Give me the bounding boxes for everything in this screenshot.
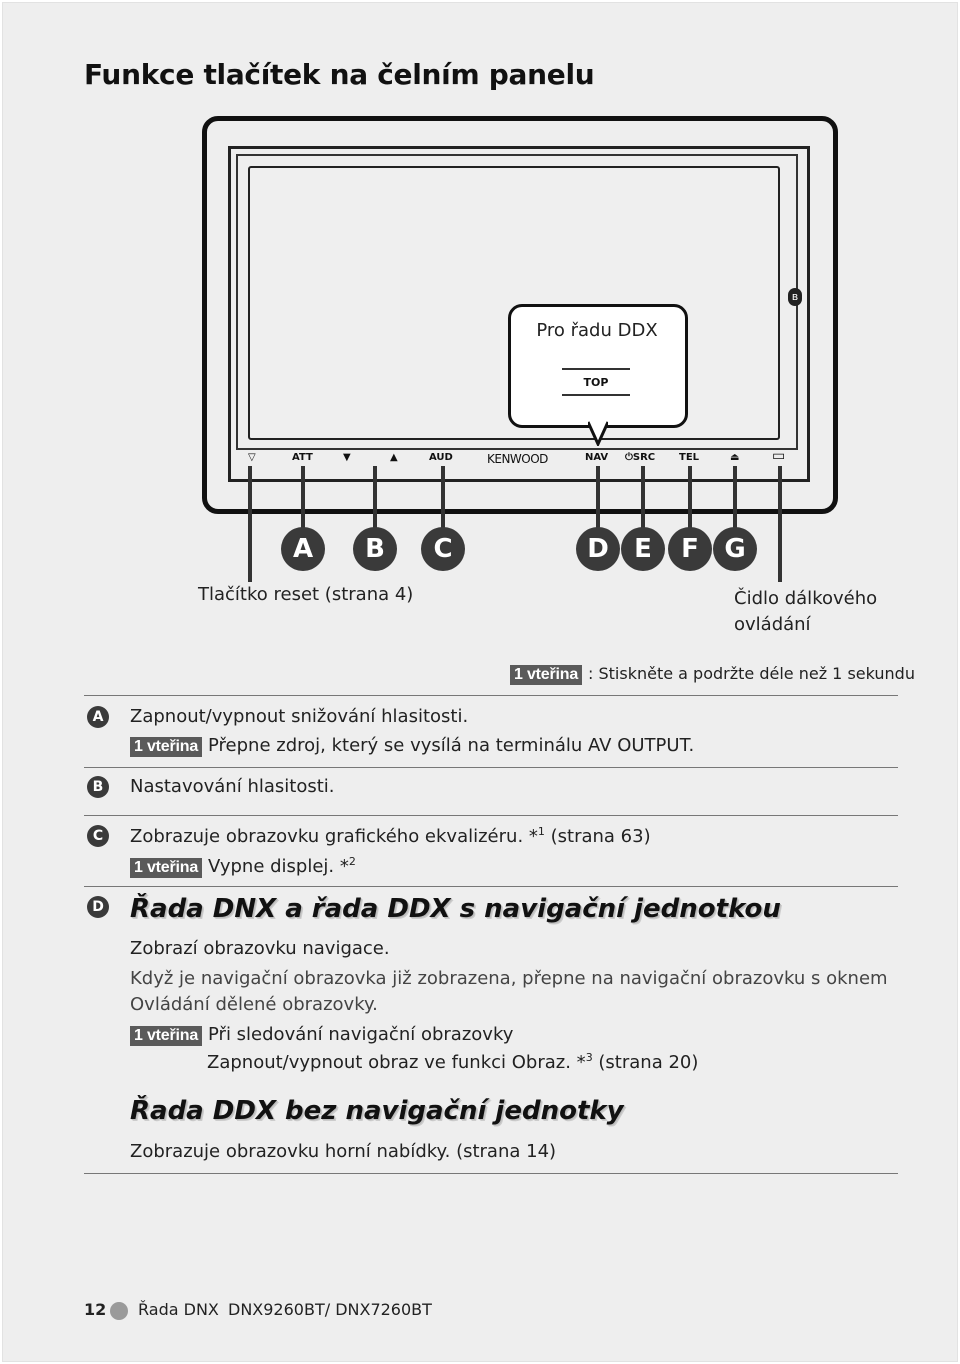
callout-label: Pro řadu DDX (536, 320, 658, 341)
section-a-line2: Přepne zdroj, který se vysílá na terminálu AV OUTPUT. (208, 735, 695, 756)
att-button-label: ATT (292, 452, 313, 463)
divider (84, 815, 898, 816)
legend-text: : Stiskněte a podržte déle než 1 sekundu (588, 664, 915, 683)
callout-divider-bottom (562, 394, 630, 396)
section-d-heading1: Řada DNX a řada DDX s navigační jednotkou (130, 894, 781, 924)
pointer-line-f (688, 466, 692, 530)
section-c-line1: Zobrazuje obrazovku grafického ekvalizéru. * (130, 826, 538, 847)
section-d-line4: Při sledování navigační obrazovky (208, 1024, 514, 1045)
top-button-label: TOP (583, 376, 609, 389)
reset-pointer-line (248, 466, 252, 582)
footer-dot-icon (110, 1302, 128, 1320)
divider (84, 886, 898, 887)
section-c-line2: Vypne displej. * (208, 856, 349, 877)
src-button-label: ⏻SRC (625, 452, 656, 463)
section-d-line2: Když je navigační obrazovka již zobrazena, přepne na navigační obrazovku s oknem (130, 968, 888, 989)
section-d-line5: Zapnout/vypnout obraz ve funkci Obraz. * (207, 1052, 586, 1073)
footer-series: Řada DNX (138, 1300, 219, 1319)
pointer-line-d (596, 466, 600, 530)
section-c-line1-tail: (strana 63) (544, 826, 651, 847)
section-d-line4-row (130, 1024, 513, 1046)
pointer-line-e (641, 466, 645, 530)
divider (84, 767, 898, 768)
pointer-line-g (733, 466, 737, 530)
section-d-heading2: Řada DDX bez navigační jednotky (130, 1096, 624, 1126)
reset-caption: Tlačítko reset (strana 4) (198, 584, 414, 605)
section-d-line3: Ovládání dělené obrazovky. (130, 994, 378, 1015)
section-d-line5-row (207, 1051, 698, 1073)
sensor-caption-line2: ovládání (734, 614, 811, 635)
nav-button-label: NAV (585, 452, 609, 463)
section-d-line5-tail: (strana 20) (592, 1052, 699, 1073)
section-a-line1: Zapnout/vypnout snižování hlasitosti. (130, 706, 469, 727)
tel-button-label: TEL (679, 452, 700, 463)
marker-a: A (281, 527, 325, 571)
pointer-line-c (441, 466, 445, 530)
section-marker-d: D (87, 896, 109, 918)
section-d-tag: 1 vteřina (130, 1026, 202, 1046)
brand-logo: KENWOOD (487, 452, 548, 466)
callout-pointer (588, 420, 608, 446)
footnote-2: 2 (348, 855, 356, 868)
section-a-line2-row (130, 735, 694, 757)
footnote-3: 3 (585, 1051, 593, 1064)
marker-b: B (353, 527, 397, 571)
pointer-line-a (301, 466, 305, 530)
divider (84, 695, 898, 696)
section-marker-b: B (87, 776, 109, 798)
divider (84, 1173, 898, 1174)
eject-icon: ⏏ (730, 452, 740, 463)
bluetooth-icon: ʙ (788, 288, 802, 306)
section-d-line6: Zobrazuje obrazovku horní nabídky. (strana 14) (130, 1141, 557, 1162)
volume-down-icon: ▼ (343, 452, 351, 463)
section-a-tag: 1 vteřina (130, 737, 202, 757)
section-c-line2-row (130, 855, 356, 878)
page-number: 12 (84, 1300, 107, 1319)
section-b-line1: Nastavování hlasitosti. (130, 776, 335, 797)
section-marker-a: A (87, 706, 109, 728)
marker-f: F (668, 527, 712, 571)
marker-e: E (621, 527, 665, 571)
marker-c: C (421, 527, 465, 571)
aud-button-label: AUD (429, 452, 453, 463)
section-c-tag: 1 vteřina (130, 858, 202, 878)
pointer-line-b (373, 466, 377, 530)
section-marker-c: C (87, 825, 109, 847)
sensor-caption-line1: Čidlo dálkového (734, 588, 878, 609)
footer-models: DNX9260BT/ DNX7260BT (228, 1300, 432, 1319)
marker-d: D (576, 527, 620, 571)
page-title: Funkce tlačítek na čelním panelu (84, 58, 595, 91)
callout-divider-top (562, 368, 630, 370)
footnote-1: 1 (537, 825, 545, 838)
reset-button-symbol: ▽ (248, 452, 256, 463)
legend-tag: 1 vteřina (510, 665, 582, 685)
section-d-line1: Zobrazí obrazovku navigace. (130, 938, 390, 959)
marker-g: G (713, 527, 757, 571)
section-c-line1-row (130, 825, 651, 847)
remote-sensor-icon: ▭ (772, 448, 786, 464)
legend (510, 664, 915, 685)
volume-up-icon: ▲ (390, 452, 398, 463)
sensor-pointer-line (778, 466, 782, 582)
